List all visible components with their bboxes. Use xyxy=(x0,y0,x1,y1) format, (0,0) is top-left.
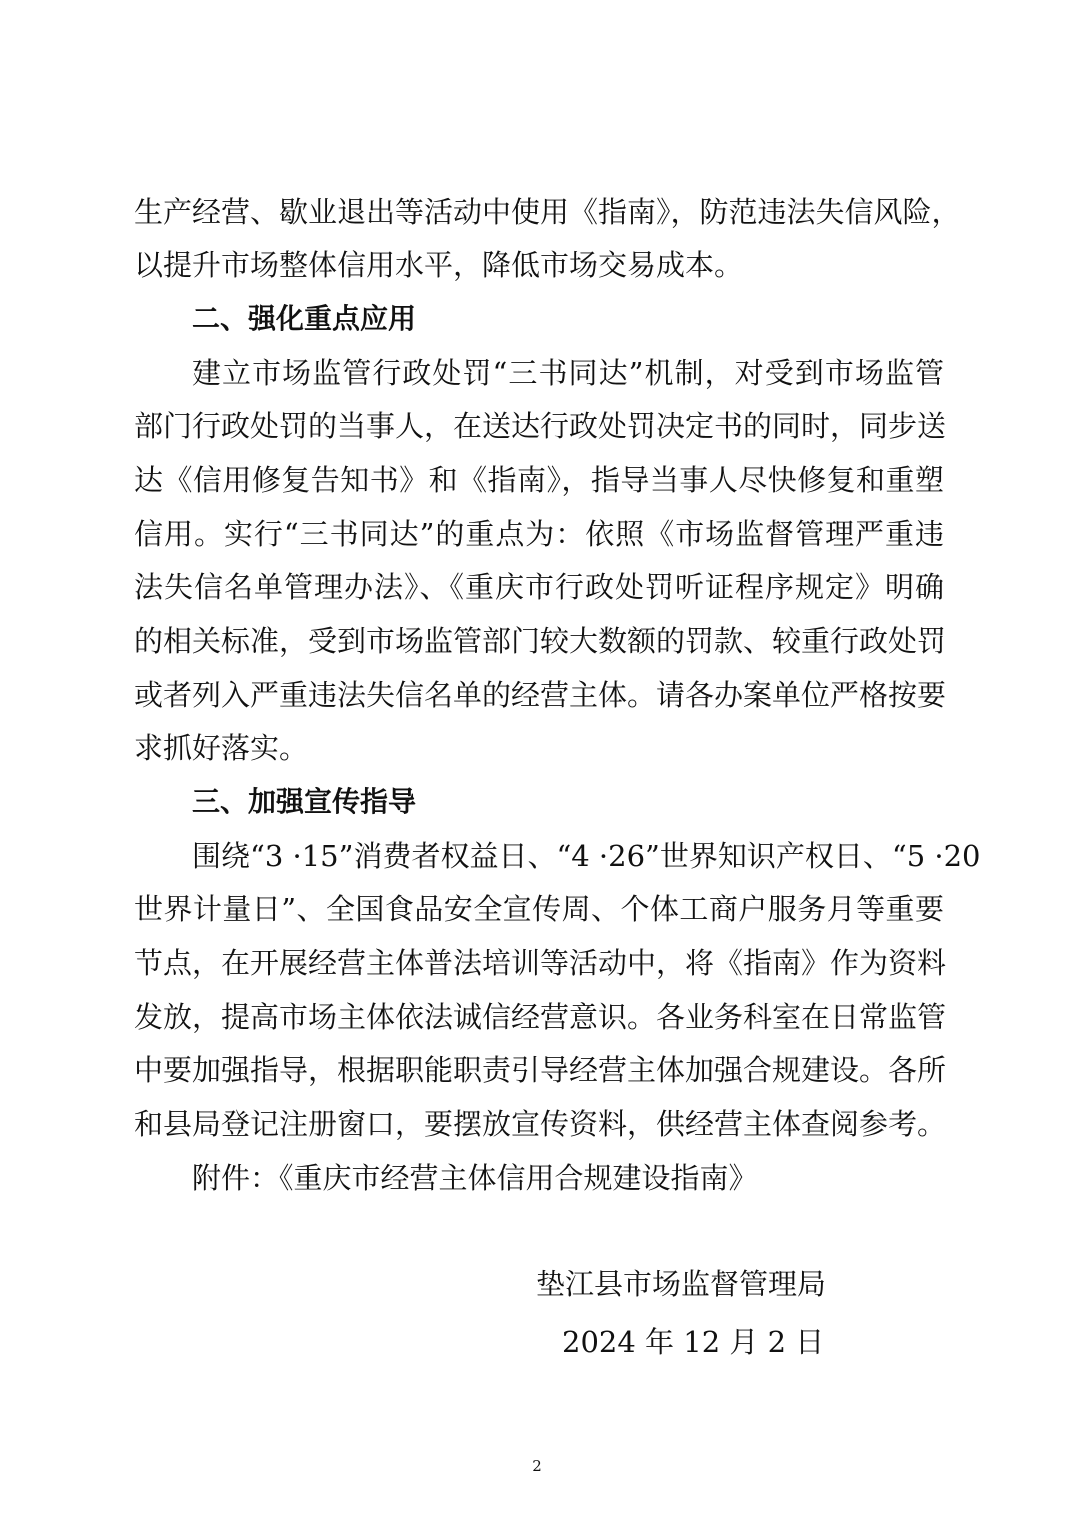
paragraph-line: 的相关标准，受到市场监管部门较大数额的罚款、较重行政处罚 xyxy=(134,624,947,658)
paragraph-line: 和县局登记注册窗口，要摆放宣传资料，供经营主体查阅参考。 xyxy=(134,1107,947,1141)
paragraph-line: 求抓好落实。 xyxy=(134,731,309,765)
paragraph-line: 发放，提高市场主体依法诚信经营意识。各业务科室在日常监管 xyxy=(134,1000,947,1034)
page-number: 2 xyxy=(532,1457,542,1475)
attachment-line: 附件：《重庆市经营主体信用合规建设指南》 xyxy=(192,1161,758,1195)
paragraph-line: 建立市场监管行政处罚“三书同达”机制，对受到市场监管 xyxy=(192,356,944,390)
signature-org: 垫江县市场监督管理局 xyxy=(536,1267,827,1301)
paragraph-line: 部门行政处罚的当事人，在送达行政处罚决定书的同时，同步送 xyxy=(134,409,947,443)
paragraph-line: 以提升市场整体信用水平，降低市场交易成本。 xyxy=(134,248,744,282)
section-heading: 二、强化重点应用 xyxy=(192,302,417,335)
paragraph-line: 围绕“3 ·15”消费者权益日、“4 ·26”世界知识产权日、“5 ·20 xyxy=(192,839,981,873)
paragraph-line: 生产经营、歇业退出等活动中使用《指南》，防范违法失信风险， xyxy=(134,195,961,229)
paragraph-line: 达《信用修复告知书》和《指南》，指导当事人尽快修复和重塑 xyxy=(134,463,944,497)
paragraph-line: 世界计量日”、全国食品安全宣传周、个体工商户服务月等重要 xyxy=(134,892,944,926)
paragraph-line: 信用。实行“三书同达”的重点为：依照《市场监督管理严重违 xyxy=(134,517,944,551)
signature-date: 2024 年 12 月 2 日 xyxy=(562,1325,825,1359)
paragraph-line: 中要加强指导，根据职能职责引导经营主体加强合规建设。各所 xyxy=(134,1053,947,1087)
paragraph-line: 节点，在开展经营主体普法培训等活动中，将《指南》作为资料 xyxy=(134,946,947,980)
paragraph-line: 或者列入严重违法失信名单的经营主体。请各办案单位严格按要 xyxy=(134,678,947,712)
section-heading: 三、加强宣传指导 xyxy=(192,785,417,818)
paragraph-line: 法失信名单管理办法》、《重庆市行政处罚听证程序规定》明确 xyxy=(134,570,944,604)
